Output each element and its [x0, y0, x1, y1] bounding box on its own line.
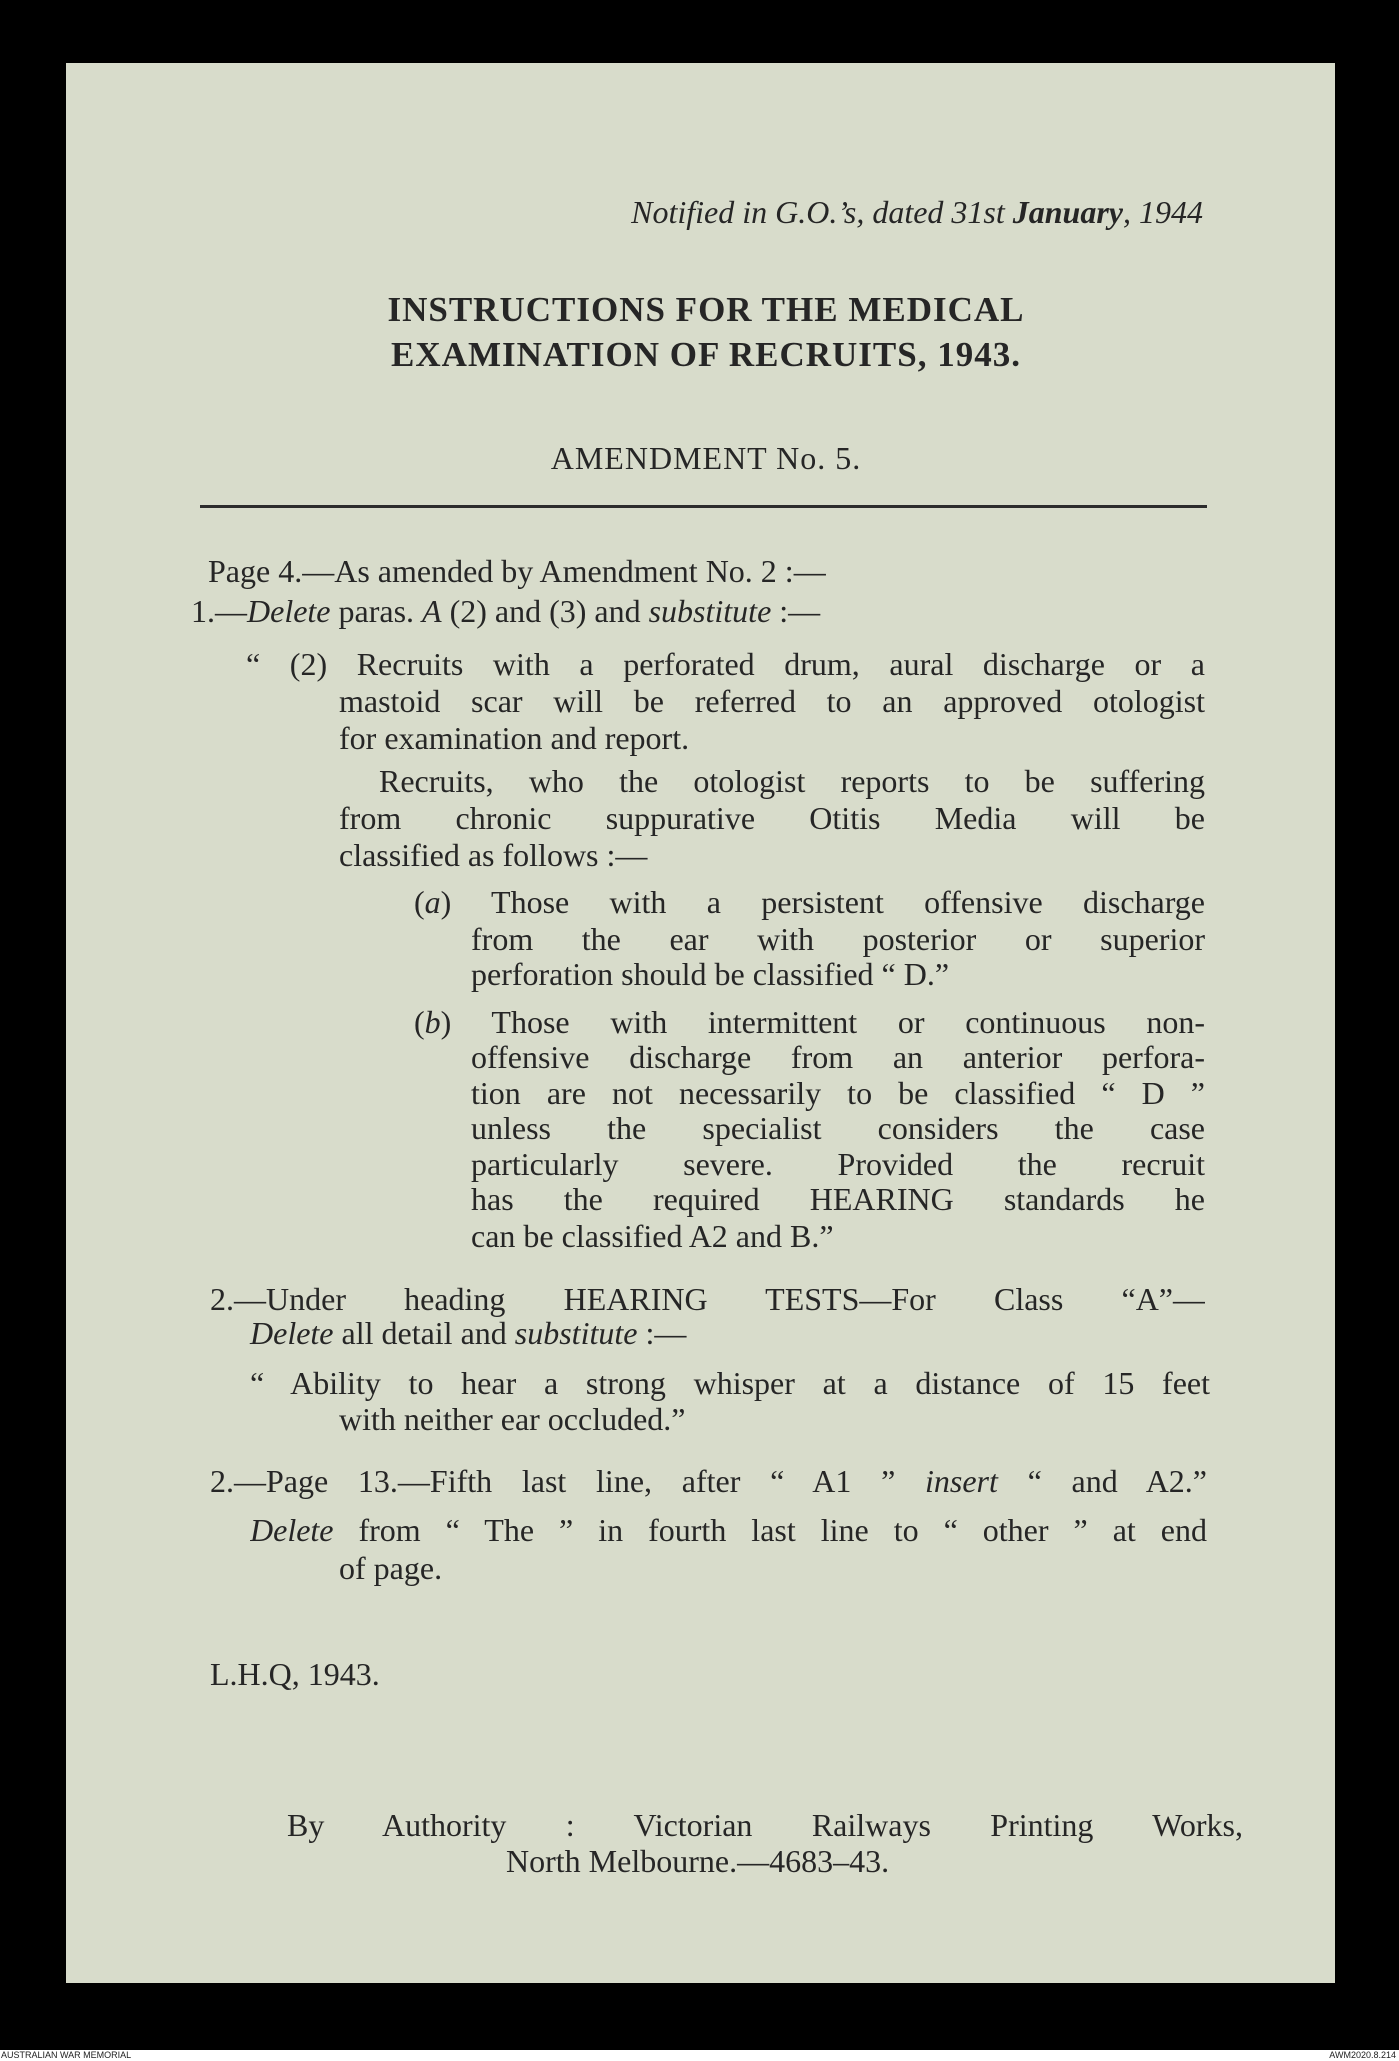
amendment-heading: AMENDMENT No. 5. — [550, 440, 862, 476]
body-line — [471, 1039, 1205, 1075]
emphasis-text: Notified in G.O.’s, dated 31st — [631, 194, 1013, 230]
body-line — [414, 884, 1205, 920]
text-segment: ) Those with a persistent offensive discharge — [440, 884, 1205, 920]
body-line — [339, 1401, 686, 1437]
text-segment: for examination and report. — [339, 720, 690, 756]
text-segment: “ (2) Recruits with a perforated drum, aural discharge or a — [246, 646, 1205, 682]
text-segment: mastoid scar will be referred to an approved otologist — [339, 683, 1205, 719]
emphasis-text: substitute — [648, 593, 772, 629]
document-title-line-1: INSTRUCTIONS FOR THE MEDICAL — [387, 290, 1025, 329]
body-line — [414, 1004, 1205, 1040]
body-line — [471, 1075, 1205, 1111]
body-line — [250, 1365, 1210, 1401]
text-segment: has the required HEARING standards he — [471, 1181, 1205, 1217]
text-segment: ( — [414, 884, 425, 920]
emphasis-text: substitute — [514, 1315, 638, 1351]
body-line — [379, 763, 1205, 799]
text-segment: Recruits, who the otologist reports to be suffering — [379, 763, 1205, 799]
body-line — [210, 1463, 1207, 1499]
text-segment: ( — [414, 1004, 425, 1040]
notified-line — [631, 194, 1203, 230]
text-segment: can be classified A2 and B.” — [471, 1218, 834, 1254]
imprint-line-1: By Authority : Victorian Railways Printing Works, — [287, 1807, 1243, 1843]
body-line — [471, 1181, 1205, 1217]
body-line — [210, 1281, 1205, 1317]
body-line — [250, 1315, 686, 1351]
body-line — [471, 1218, 834, 1254]
text-segment: of page. — [339, 1550, 443, 1586]
text-segment: tion are not necessarily to be classified “ D ” — [471, 1075, 1205, 1111]
emphasis-text: , 1944 — [1123, 194, 1203, 230]
emphasis-text: January — [1012, 194, 1123, 230]
body-line — [471, 1110, 1205, 1146]
emphasis-text: insert — [925, 1463, 998, 1499]
emphasis-text: Delete — [250, 1512, 334, 1548]
text-segment: perforation should be classified “ D.” — [471, 956, 950, 992]
signoff: L.H.Q, 1943. — [210, 1656, 380, 1692]
text-segment: from chronic suppurative Otitis Media will be — [339, 800, 1205, 836]
body-line — [191, 593, 820, 629]
emphasis-text: b — [424, 1004, 441, 1040]
footer-institution: AUSTRALIAN WAR MEMORIAL — [1, 2050, 132, 2060]
body-line — [471, 956, 949, 992]
text-segment: “ and A2.” — [997, 1463, 1207, 1499]
emphasis-text: Delete — [250, 1315, 334, 1351]
body-line — [246, 646, 1205, 682]
text-segment: ) Those with intermittent or continuous non- — [440, 1004, 1205, 1040]
text-segment: “ Ability to hear a strong whisper at a distance of 15 feet — [250, 1365, 1210, 1401]
body-line — [339, 1550, 442, 1586]
archive-footer — [0, 2050, 1399, 2061]
emphasis-text: Delete — [247, 593, 331, 629]
body-line — [339, 720, 689, 756]
text-segment: :— — [637, 1315, 687, 1351]
divider-rule — [200, 505, 1207, 508]
text-segment: particularly severe. Provided the recruit — [471, 1146, 1205, 1182]
footer-accession-number: AWM2020.8.214 — [1329, 2050, 1396, 2060]
emphasis-text: a — [424, 884, 441, 920]
body-line — [471, 1146, 1205, 1182]
text-segment: paras. — [330, 593, 423, 629]
emphasis-text: A — [422, 593, 442, 629]
text-segment: 1.— — [191, 593, 247, 629]
text-segment: :— — [771, 593, 821, 629]
body-line — [471, 921, 1205, 957]
text-segment: unless the specialist considers the case — [471, 1110, 1205, 1146]
body-line — [339, 800, 1205, 836]
text-segment: offensive discharge from an anterior perfora- — [471, 1039, 1205, 1075]
body-line — [339, 683, 1205, 719]
body-line — [208, 553, 826, 589]
text-segment: 2.—Page 13.—Fifth last line, after “ A1 ” — [210, 1463, 925, 1499]
text-segment: classified as follows :— — [339, 837, 648, 873]
imprint-line-2: North Melbourne.—4683–43. — [506, 1843, 890, 1879]
text-segment: Page 4.—As amended by Amendment No. 2 :— — [208, 553, 826, 589]
text-segment: with neither ear occluded.” — [339, 1401, 686, 1437]
text-segment: all detail and — [333, 1315, 515, 1351]
document-title-line-2: EXAMINATION OF RECRUITS, 1943. — [391, 335, 1021, 374]
body-line — [250, 1512, 1207, 1548]
text-segment: from “ The ” in fourth last line to “ other ” at end — [333, 1512, 1207, 1548]
text-segment: from the ear with posterior or superior — [471, 921, 1205, 957]
body-line — [339, 837, 647, 873]
text-segment: (2) and (3) and — [441, 593, 649, 629]
text-segment: 2.—Under heading HEARING TESTS—For Class “A”— — [210, 1281, 1205, 1317]
